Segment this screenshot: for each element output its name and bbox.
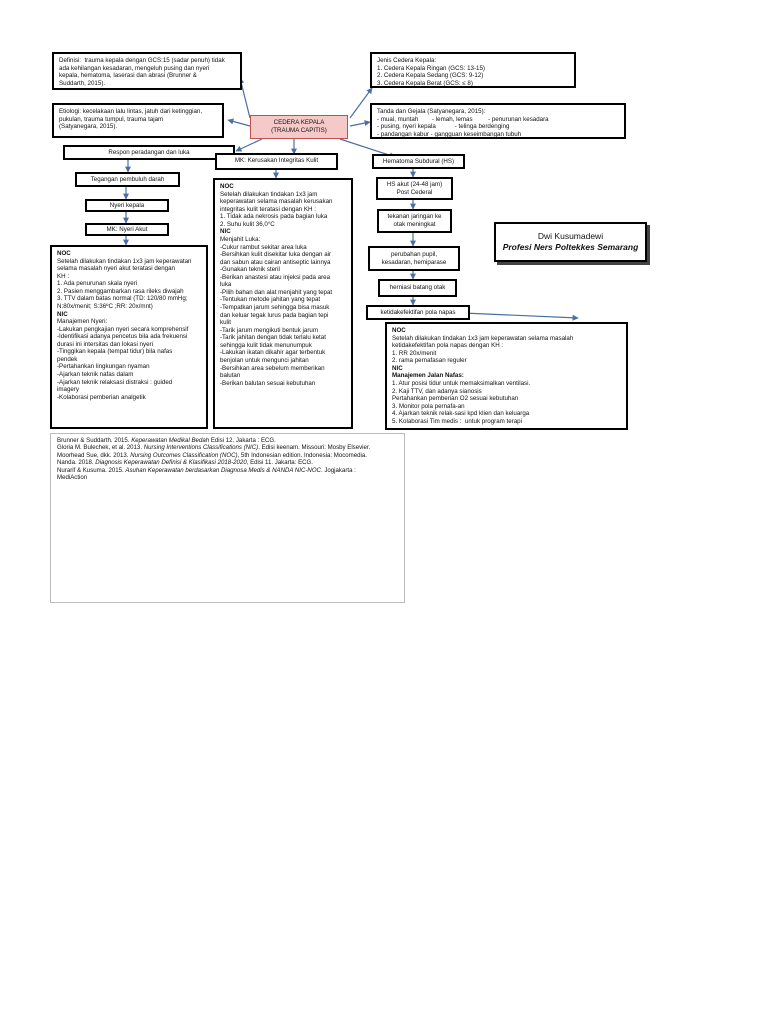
- noc_kulit-line: -Tentukan metode jahitan yang tepat: [220, 296, 321, 304]
- reference-item: Nanda. 2018. Diagnosis Keperawatan Definisi & Klasifikasi 2018-2020, Edisi 11. Jakarta: ECG.: [57, 459, 313, 467]
- tanda-line: Tanda dan Gejala (Satyanegara, 2015):: [377, 108, 486, 115]
- noc_napas-line: 2. rama pernafasan reguler: [392, 357, 467, 365]
- noc_kulit-line: NIC: [220, 228, 231, 236]
- noc_napas-line: 1. Atur posisi tidur untuk memaksimalkan ventilasi.: [392, 379, 531, 387]
- noc_nyeri-line: -Ajarkan teknik relaksasi distraksi : guided: [57, 378, 173, 386]
- etiologi-line: Etiologi: kecelakaan lalu lintas, jatuh dari ketinggian,: [59, 108, 203, 115]
- perubahan-line: kesadaran, hemiparase: [381, 258, 447, 266]
- noc-nyeri-body: [57, 250, 201, 401]
- jenis-line: 3. Cedera Kepala Berat (GCS: ≤ 8): [377, 79, 473, 87]
- hs-akut-box: [376, 177, 453, 200]
- references-panel: [50, 433, 405, 603]
- noc_kulit-line: -Tarik jarum mengikuti bentuk jarum: [220, 326, 319, 334]
- herniasi-label: herniasi batang otak: [389, 284, 446, 291]
- noc_kulit-line: -Tarik jahitan dengan tidak terlalu ketat: [220, 334, 326, 342]
- ketidak-label: ketidakefektifan pola napas: [380, 309, 456, 316]
- noc_nyeri-line: durasi ini intersitas dan lokasi nyeri: [57, 340, 153, 348]
- jenis-line: 1. Cedera Kepala Ringan (GCS: 13-15): [377, 64, 485, 72]
- arrow-to-respon: [236, 139, 262, 151]
- noc_napas-line: 3. Monitor pola pernafa-an: [392, 402, 465, 410]
- noc_kulit-line: -Berikan anastesi atau injeksi pada area: [220, 273, 331, 281]
- noc_napas-line: 5. Kolaborasi Tim medis : untuk program terapi: [392, 417, 522, 425]
- noc_kulit-line: balutan: [220, 372, 241, 380]
- noc_napas-line: ketidakefektifan pola napas dengan KH :: [392, 342, 504, 350]
- noc_kulit-line: benjolan untuk mengunci jahitan: [220, 356, 309, 364]
- noc-napas-body: [392, 327, 621, 425]
- noc_kulit-line: -Lakukan ikatan dikahir agar terbentuk: [220, 349, 326, 357]
- noc_nyeri-line: 2. Pasien menggambarkan rasa rileks diwajah: [57, 287, 184, 295]
- noc_kulit-line: -Tempatkan jarum sehingga bisa masuk: [220, 304, 330, 311]
- noc-kulit-body: [220, 183, 346, 387]
- noc-nic-napas-box: [385, 322, 628, 430]
- noc_nyeri-line: selama masalah nyeri akut teratasi dengan: [57, 265, 175, 273]
- definisi-box: [52, 52, 242, 90]
- references-list: [57, 437, 398, 482]
- arrow-to-tanda: [350, 122, 370, 126]
- author-box: [494, 222, 647, 262]
- etiologi-line: pukulan, trauma tumpul, trauma tajam: [59, 115, 164, 123]
- noc-nic-nyeri-box: [50, 245, 208, 429]
- noc_napas-line: 2. Kaji TTV, dan adanya sianosis: [392, 387, 482, 395]
- noc_nyeri-line: N:80x/menit; S:36ºC ;RR: 20x/mnt): [57, 302, 153, 310]
- noc_nyeri-line: 3. TTV dalam batas normal (TD: 120/80 mmHg;: [57, 295, 188, 303]
- noc_kulit-line: kulit: [220, 319, 232, 327]
- tekanan-jaringan-box: [377, 209, 452, 233]
- noc_nyeri-line: NOC: [57, 250, 71, 257]
- mk-nyeri-akut-box: [85, 223, 169, 236]
- center-line-2: (TRAUMA CAPITIS): [271, 126, 327, 134]
- noc_nyeri-line: -Pertahankan lingkungan nyaman: [57, 363, 150, 371]
- noc_napas-line: Pertahankan pemberian O2 sesuai kebutuhan: [392, 395, 519, 403]
- noc_nyeri-line: Setelah dilakukan tindakan 1x3 jam keperawatan: [57, 257, 192, 265]
- noc_napas-line: NIC: [392, 364, 403, 372]
- noc_napas-line: 4. Ajarkan teknik relak-sasi kpd klien dan keluarga: [392, 410, 530, 418]
- noc_kulit-line: sehingga kulit tidak menunumpuk: [220, 341, 312, 349]
- noc_nyeri-line: -Ajarkan teknik nafas dalam: [57, 371, 134, 378]
- hematoma-label: Hematoma Subdural (HS): [382, 158, 455, 165]
- tekanan-line: tekanan jaringan ke: [387, 213, 442, 220]
- noc_kulit-line: dan keluar tegak lurus pada bagian tepi: [220, 311, 329, 319]
- reference-item: Nurarif & Kusuma. 2015. Asuhan Keperawatan berdasarkan Diagnosa Medis & NANDA NIC-NOC. Jogjakarta :: [57, 466, 356, 474]
- nyeri-kepala-box: [85, 199, 169, 212]
- noc_kulit-line: -Berikan balutan sesuai kebutuhan: [220, 379, 316, 387]
- jenis-line: Jenis Cedera Kepala:: [377, 57, 437, 64]
- noc_nyeri-line: -Lakukan pengkajian nyeri secara komprehensif: [57, 325, 189, 333]
- respon-peradangan-box: [63, 145, 235, 160]
- mk-kerusakan-kulit-box: [215, 153, 338, 170]
- definisi-line: Definisi: trauma kepala dengan GCS:15 (sadar penuh) tidak: [59, 57, 225, 64]
- noc_nyeri-line: pendek: [57, 355, 78, 363]
- definisi-line: kepala, hematoma, laserasi dan abrasi (Brunner &: [59, 72, 197, 80]
- tekanan-line: otak meningkat: [393, 220, 436, 228]
- noc_nyeri-line: 1. Ada penurunan skala nyeri: [57, 280, 138, 288]
- noc_napas-line: NOC: [392, 327, 406, 334]
- noc_nyeri-line: -Tinggikan kepala (tempat tidur) bila nafas: [57, 348, 173, 356]
- tegangan-pembuluh-box: [75, 172, 180, 187]
- tegangan-label: Tegangan pembuluh darah: [90, 176, 165, 183]
- noc_nyeri-line: Manajemen Nyeri:: [57, 318, 108, 326]
- hs-akut-line: HS akut (24-48 jam): [386, 181, 443, 188]
- noc_kulit-line: luka: [220, 281, 232, 289]
- noc_nyeri-line: -Identifikasi adanya pencetus bila ada frekuensi: [57, 333, 188, 341]
- respon-label: Respon peradangan dan luka: [108, 149, 190, 156]
- etiologi-box: [52, 103, 224, 138]
- etiologi-line: (Satyanegara, 2015).: [59, 123, 118, 131]
- mk-nyeri-label: MK: Nyeri Akut: [106, 226, 148, 233]
- mk-kulit-label: MK: Kerusakan Integritas Kulit: [234, 157, 319, 164]
- center-line-1: CEDERA KEPALA: [273, 119, 325, 126]
- tanda-line: - mual, muntah - lemah, lemas - penurunan kesadara: [377, 115, 549, 123]
- noc_nyeri-line: imagery: [57, 386, 80, 394]
- tanda-line: - pandangan kabur - gangguan keseimbangan tubuh: [377, 130, 522, 138]
- hs-akut-line: Post Cederal: [396, 188, 433, 196]
- noc_kulit-line: keperawatan selama masalah kerusakan: [220, 198, 333, 206]
- reference-item: MediAction: [57, 474, 88, 482]
- perubahan-pupil-box: [368, 246, 460, 271]
- noc_kulit-line: -Cukur rambut sekitar area luka: [220, 243, 307, 251]
- noc_kulit-line: -Bersihkan kulit disekitar luka dengan air: [220, 251, 332, 259]
- noc_kulit-line: -Pilih bahan dan alat menjahit yang tepat: [220, 288, 333, 296]
- hematoma-subdural-box: [372, 154, 465, 169]
- noc_nyeri-line: -Kolaborasi pemberian analgetik: [57, 393, 146, 401]
- noc_napas-line: 1. RR 20x/menit: [392, 349, 437, 357]
- jenis-cedera-box: [370, 52, 576, 88]
- noc_kulit-line: Setelah dilakukan tindakan 1x3 jam: [220, 190, 318, 198]
- ketidakefektifan-box: [366, 305, 470, 320]
- noc_kulit-line: Menjahit Luka:: [220, 235, 261, 243]
- author-name: Dwi Kusumadewi: [537, 231, 604, 242]
- reference-item: Gloria M. Bulechek, et al. 2013. Nursing Interventions Classifications (NIC). Edisi keenam. Missouri: Mosby Elsevier.: [57, 444, 371, 452]
- noc-nic-kulit-box: [213, 178, 353, 429]
- reference-item: Brunner & Suddarth. 2015. Keperawatan Medikal Bedah Edisi 12. Jakarta : ECG.: [57, 437, 276, 444]
- herniasi-box: [378, 279, 457, 297]
- definisi-line: ada kehilangan kesadaran, mengeluh pusing dan nyeri: [59, 64, 210, 72]
- cedera-kepala-center: [250, 115, 348, 139]
- tanda-line: - pusing, nyeri kepala - telinga berdenging: [377, 123, 510, 131]
- definisi-line: Suddarth, 2015).: [59, 79, 106, 87]
- noc_nyeri-line: NIC: [57, 310, 68, 318]
- noc_napas-line: Setelah dilakukan tindakan 1x3 jam keperawatan selama masalah: [392, 334, 574, 342]
- noc_nyeri-line: KH :: [57, 272, 70, 280]
- perubahan-line: perubahan pupil,: [390, 251, 438, 258]
- noc_kulit-line: 2. Suhu kulit 36,0°C: [220, 220, 275, 228]
- arrow-to-etiologi: [228, 120, 250, 126]
- noc_kulit-line: -Gunakan teknik steril: [220, 266, 280, 274]
- noc_kulit-line: dan sabun atau cairan antiseptic lainnya: [220, 258, 331, 266]
- noc_napas-line: Manajemen Jalan Nafas:: [392, 372, 464, 380]
- arrow-to-jenis: [350, 88, 372, 118]
- jenis-line: 2. Cedera Kepala Sedang (GCS: 9-12): [377, 72, 484, 80]
- reference-item: Moorhead Sue, dkk. 2013. Nursing Outcomes Classification (NOC), 5th Indonesian edition. Indonesia: Mocomedia.: [57, 451, 367, 459]
- author-affiliation: Profesi Ners Poltekkes Semarang: [502, 242, 639, 252]
- nyeri-label: Nyeri kepala: [109, 202, 145, 209]
- noc_kulit-line: 1. Tidak ada nekrosis pada bagian luka: [220, 213, 328, 221]
- noc_kulit-line: integritas kulit teratasi dengan KH :: [220, 205, 316, 213]
- tanda-gejala-box: [370, 103, 626, 139]
- noc_kulit-line: NOC: [220, 183, 234, 190]
- noc_kulit-line: -Bersihkan area sebelum memberikan: [220, 364, 325, 372]
